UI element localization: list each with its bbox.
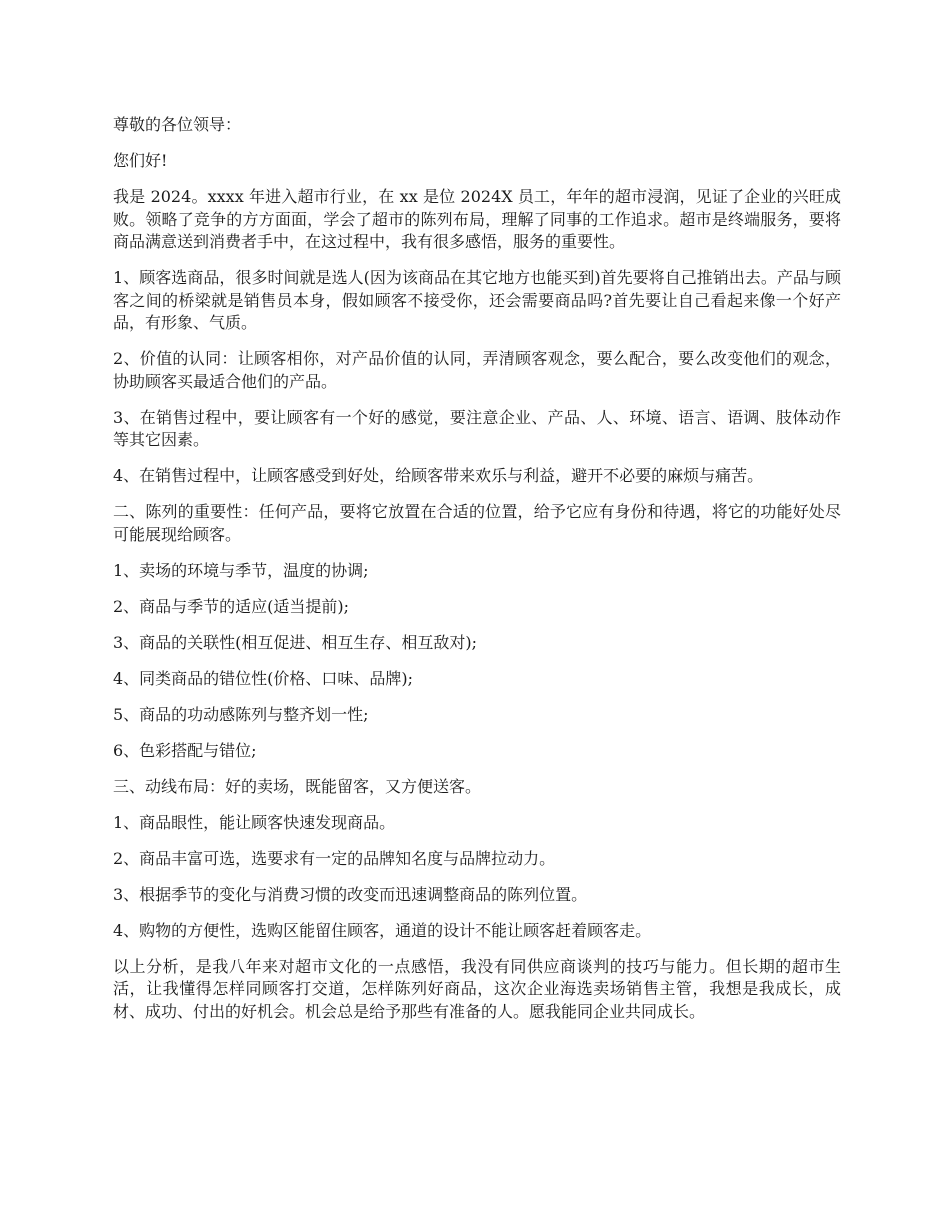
greeting: 您们好!	[113, 151, 168, 170]
document-body	[113, 114, 841, 1037]
display-item-1: 1、卖场的环境与季节，温度的协调;	[113, 560, 369, 580]
point-4-paragraph: 4、在销售过程中，让顾客感受到好处，给顾客带来欢乐与利益，避开不必要的麻烦与痛苦。	[113, 466, 764, 485]
point-2-paragraph: 2、价值的认同：让顾客相你，对产品价值的认同，弄清顾客观念，要么配合，要么改变他们的观念，协助顾客买最适合他们的产品。	[113, 349, 841, 391]
point-3-paragraph: 3、在销售过程中，要让顾客有一个好的感觉，要注意企业、产品、人、环境、语言、语调、肢体动作等其它因素。	[113, 407, 841, 449]
layout-item-4: 4、购物的方便性，选购区能留住顾客，通道的设计不能让顾客赶着顾客走。	[113, 920, 652, 940]
display-item-3: 3、商品的关联性(相互促进、相互生存、相互敌对);	[113, 632, 478, 652]
point-1-paragraph: 1、顾客选商品，很多时间就是选人(因为该商品在其它地方也能买到)首先要将自己推销出去。产品与顾客之间的桥梁就是销售员本身，假如顾客不接受你，还会需要商品吗?首先要让自己看起来像一个好产品，有形象、气质。	[113, 268, 841, 332]
layout-item-3: 3、根据季节的变化与消费习惯的改变而迅速调整商品的陈列位置。	[113, 884, 588, 904]
salutation: 尊敬的各位领导：	[113, 115, 242, 134]
display-item-6: 6、色彩搭配与错位;	[113, 740, 257, 760]
display-item-5: 5、商品的功动感陈列与整齐划一性;	[113, 704, 369, 724]
closing-paragraph: 以上分析，是我八年来对超市文化的一点感悟，我没有同供应商谈判的技巧与能力。但长期的超市生活，让我懂得怎样同顾客打交道，怎样陈列好商品，这次企业海选卖场销售主管，我想是我成长，成材、成功、付出的好机会。机会总是给予那些有准备的人。愿我能同企业共同成长。	[113, 956, 841, 1021]
layout-item-2: 2、商品丰富可选，选要求有一定的品牌知名度与品牌拉动力。	[113, 848, 556, 868]
section-2-heading: 二、陈列的重要性：任何产品，要将它放置在合适的位置，给予它应有身份和待遇，将它的功能好处尽可能展现给顾客。	[113, 502, 841, 544]
display-item-2: 2、商品与季节的适应(适当提前);	[113, 596, 350, 616]
display-item-4: 4、同类商品的错位性(价格、口味、品牌);	[113, 668, 414, 688]
intro-paragraph: 我是 2024。xxxx 年进入超市行业，在 xx 是位 2024X 员工，年年的超市浸润，见证了企业的兴旺成败。领略了竞争的方方面面，学会了超市的陈列布局，理解了同事的工作追求。超市是终端服务，要将商品满意送到消费者手中，在这过程中，我有很多感悟，服务的重要性。	[113, 187, 841, 251]
layout-item-1: 1、商品眼性，能让顾客快速发现商品。	[113, 812, 396, 832]
section-3-heading: 三、动线布局：好的卖场，既能留客，又方便送客。	[113, 776, 482, 796]
